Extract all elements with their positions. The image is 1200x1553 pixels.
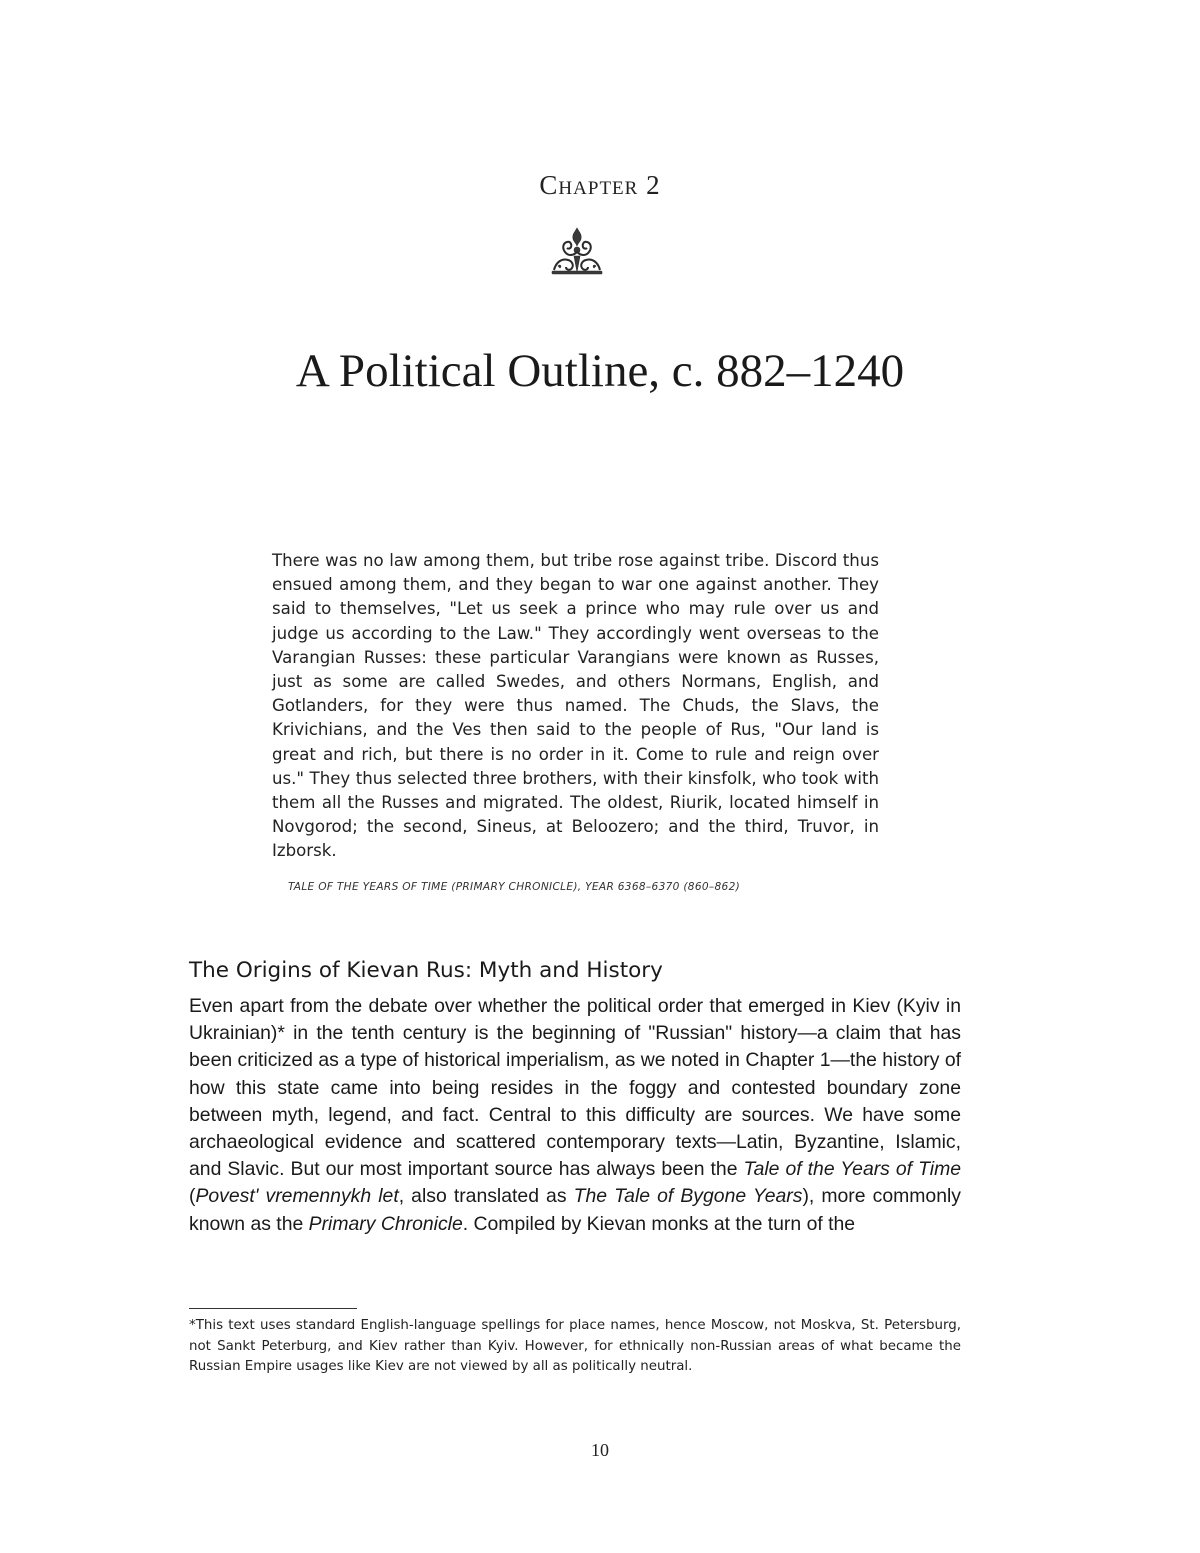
book-title-italic: Tale of the Years of Time: [743, 1158, 962, 1181]
body-text-run: ), more commonly known as the: [189, 1185, 961, 1235]
body-text-run: , also translated as: [398, 1185, 574, 1208]
epigraph-quote: There was no law among them, but tribe rose against tribe. Discord thus ensued among them, and they began to war one against another. They said to themselves, "Let us seek a prince who may rule over us and judge us according to the Law." They accordingly went overseas to the Varangian Russes: these particular Varangians were known as Russes, just as some are called Swedes, and others Normans, English, and Gotlanders, for they were thus named. The Chuds, the Slavs, the Krivichians, and the Ves then said to the people of Rus, "Our land is great and rich, but there is no order in it. Come to rule and reign over us." They thus selected three brothers, with their kinsfolk, who took with them all the Russes and migrated. The oldest, Riurik, located himself in Novgorod; the second, Sineus, at Beloozero; and the third, Truvor, in Izborsk.: [272, 551, 879, 861]
section-heading: The Origins of Kievan Rus: Myth and History: [189, 958, 663, 983]
body-text-run: . Compiled by Kievan monks at the turn of the: [462, 1212, 856, 1235]
body-text-run: (: [189, 1185, 196, 1208]
footnote-rule: [189, 1308, 357, 1309]
body-paragraph: [189, 993, 961, 1238]
chapter-label: Chapter 2: [539, 170, 661, 200]
book-title-italic: The Tale of Bygone Years: [573, 1185, 803, 1208]
epigraph-source: TALE OF THE YEARS OF TIME (PRIMARY CHRONICLE), YEAR 6368–6370 (860–862): [288, 881, 741, 893]
page-number: 10: [591, 1440, 609, 1460]
book-title-italic: Povest' vremennykh let: [195, 1185, 399, 1208]
body-text-run: Even apart from the debate over whether the political order that emerged in Kiev (Kyiv in Ukrainian)* in the tenth century is the beginning of "Russian" history—a claim that has been criticized as a type of historical imperialism, as we noted in Chapter 1—the history of how this state came into being resides in the foggy and contested boundary zone between myth, legend, and fact. Central to this difficulty are sources. We have some archaeological evidence and scattered contemporary texts—Latin, Byzantine, Islamic, and Slavic. But our most important source has always been the: [189, 995, 961, 1181]
chapter-title: A Political Outline, c. 882–1240: [295, 345, 905, 397]
footnote: *This text uses standard English-language spellings for place names, hence Moscow, not Moskva, St. Petersburg, not Sankt Peterburg, and Kiev rather than Kyiv. However, for ethnically non-Russian areas of what became the Russian Empire usages like Kiev are not viewed by all as politically neutral.: [189, 1318, 961, 1374]
floral-ornament-icon: [548, 226, 606, 276]
book-title-italic: Primary Chronicle: [308, 1212, 463, 1235]
